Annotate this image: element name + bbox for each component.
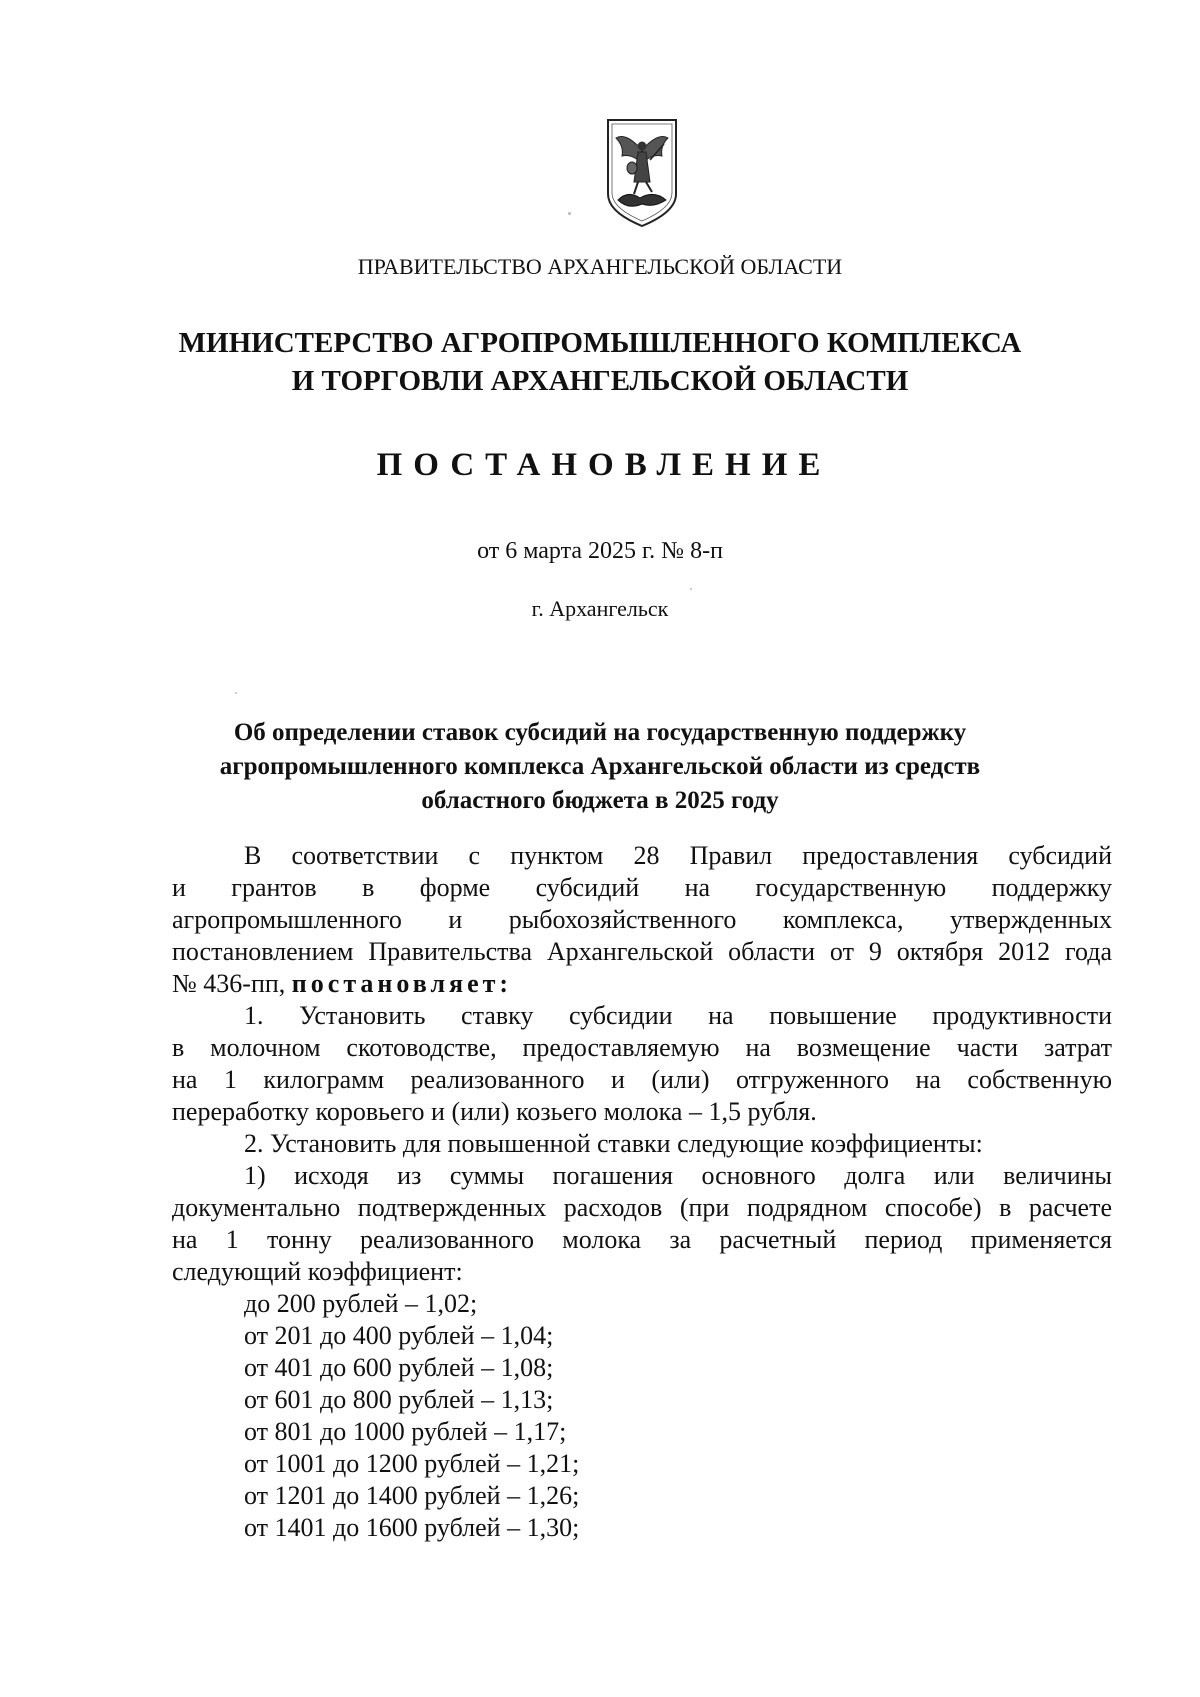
ministry-line: МИНИСТЕРСТВО АГРОПРОМЫШЛЕННОГО КОМПЛЕКСА bbox=[178, 327, 1022, 359]
text-line: и грантов в форме субсидий на государственную поддержку bbox=[172, 873, 1112, 902]
preamble-paragraph bbox=[172, 840, 1112, 1000]
resolution-number: № 436-пп, bbox=[172, 969, 292, 998]
ministry-name bbox=[0, 324, 1200, 400]
text-line: переработку коровьего и (или) козьего молока – 1,5 рубля. bbox=[172, 1097, 817, 1126]
item-2-paragraph: 2. Установить для повышенной ставки следующие коэффициенты: bbox=[244, 1129, 983, 1158]
scan-speck bbox=[690, 588, 692, 590]
resolves-word: постановляет: bbox=[291, 969, 513, 998]
scan-speck bbox=[235, 692, 237, 694]
coefficient-list bbox=[172, 1288, 1112, 1544]
subitem-1-paragraph bbox=[172, 1160, 1112, 1288]
document-date-number: от 6 марта 2025 г. № 8-п bbox=[477, 538, 723, 564]
title-line: агропромышленного комплекса Архангельской области из средств bbox=[219, 753, 981, 780]
text-line: на 1 тонну реализованного молока за расчетный период применяется bbox=[172, 1225, 1112, 1254]
archangel-coat-of-arms-icon bbox=[604, 116, 680, 228]
document-type: ПОСТАНОВЛЕНИЕ bbox=[376, 447, 832, 483]
coefficient-item: от 1201 до 1400 рублей – 1,26; bbox=[244, 1481, 580, 1510]
text-line: на 1 килограмм реализованного и (или) отгруженного на собственную bbox=[172, 1065, 1112, 1094]
document-body bbox=[172, 840, 1112, 1544]
text-line: 1. Установить ставку субсидии на повышение продуктивности bbox=[244, 1001, 1112, 1030]
text-line: следующий коэффициент: bbox=[172, 1257, 463, 1286]
coefficient-item: от 201 до 400 рублей – 1,04; bbox=[244, 1321, 554, 1350]
document-title bbox=[0, 716, 1200, 818]
title-line: Об определении ставок субсидий на государственную поддержку bbox=[233, 719, 967, 746]
coefficient-item: от 401 до 600 рублей – 1,08; bbox=[244, 1353, 554, 1382]
coefficient-item: до 200 рублей – 1,02; bbox=[244, 1289, 478, 1318]
document-city: г. Архангельск bbox=[531, 596, 669, 621]
coefficient-item: от 801 до 1000 рублей – 1,17; bbox=[244, 1417, 567, 1446]
text-line: в молочном скотоводстве, предоставляемую на возмещение части затрат bbox=[172, 1033, 1112, 1062]
text-line bbox=[172, 968, 1112, 1000]
coefficient-item: от 601 до 800 рублей – 1,13; bbox=[244, 1385, 554, 1414]
ministry-line: И ТОРГОВЛИ АРХАНГЕЛЬСКОЙ ОБЛАСТИ bbox=[291, 365, 909, 397]
text-line: постановлением Правительства Архангельской области от 9 октября 2012 года bbox=[172, 937, 1112, 966]
scan-speck bbox=[568, 212, 571, 215]
government-name: ПРАВИТЕЛЬСТВО АРХАНГЕЛЬСКОЙ ОБЛАСТИ bbox=[357, 254, 843, 279]
coefficient-item: от 1001 до 1200 рублей – 1,21; bbox=[244, 1449, 580, 1478]
coefficient-item: от 1401 до 1600 рублей – 1,30; bbox=[244, 1513, 580, 1542]
text-line: В соответствии с пунктом 28 Правил предоставления субсидий bbox=[244, 841, 1112, 870]
title-line: областного бюджета в 2025 году bbox=[421, 787, 779, 814]
text-line: 1) исходя из суммы погашения основного долга или величины bbox=[244, 1161, 1112, 1190]
item-1-paragraph bbox=[172, 1000, 1112, 1128]
text-line: документально подтвержденных расходов (при подрядном способе) в расчете bbox=[172, 1193, 1112, 1222]
text-line: агропромышленного и рыбохозяйственного комплекса, утвержденных bbox=[172, 905, 1112, 934]
